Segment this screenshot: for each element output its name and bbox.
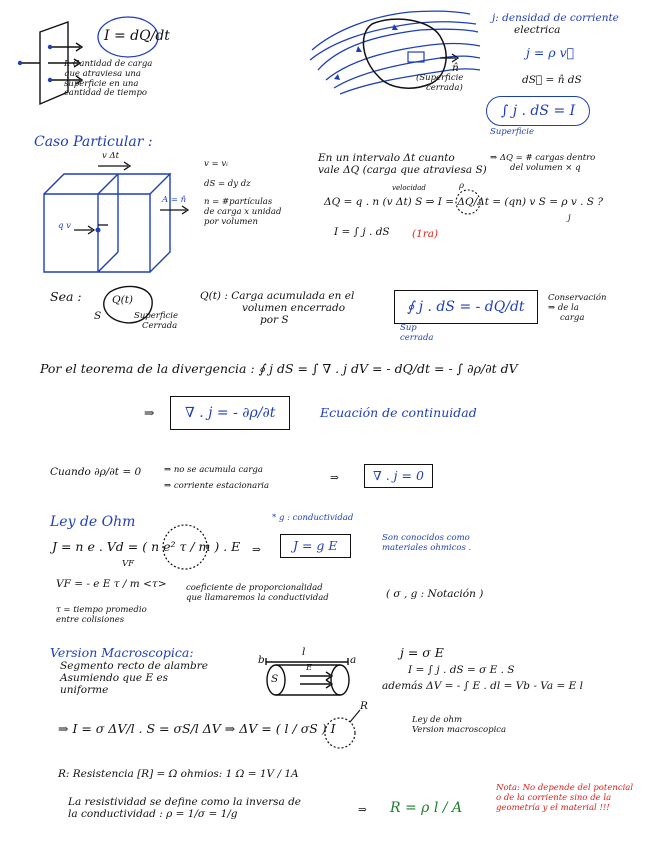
wire-E-label: E: [306, 663, 313, 673]
n-description: n = #partículas de carga x unidad por volumen: [204, 197, 282, 227]
no-accumulation: ⇒ no se acumula carga: [164, 465, 263, 475]
wire-length-label: l: [302, 646, 306, 658]
ohm-macro-label: Ley de ohm Version macroscopica: [412, 715, 507, 735]
ohm-law-box: J = g E: [280, 534, 351, 558]
ohm-title: Ley de Ohm: [50, 514, 136, 530]
continuity-equation-box: ∇ . j = - ∂ρ/∂t: [170, 396, 290, 430]
normal-vector-drawing: [440, 54, 458, 62]
vf-subscript: VF: [122, 559, 135, 569]
resistance-arrow: ⇒: [358, 804, 367, 816]
proportionality-text: coeficiente de proporcionalidad que llamaremos la conductividad: [186, 583, 329, 603]
dS-dydz: dS = dy dz: [204, 179, 251, 189]
caso-particular-title: Caso Particular :: [34, 134, 153, 150]
continuity-label: Ecuación de continuidad: [320, 405, 477, 420]
divergence-free-box: ∇ . j = 0: [364, 464, 433, 488]
sea-label: Sea :: [50, 289, 82, 304]
wire-b-label: b: [258, 654, 265, 666]
divergence-theorem: Por el teorema de la divergencia : ∮ j dS = ∫ ∇ . j dV = - dQ/dt = - ∫ ∂ρ/∂t dV: [40, 361, 518, 376]
macro-derivation: ⇒ I = σ ΔV/l . S = σS/l ΔV ⇒ ΔV = ( l / σS ) I: [58, 721, 336, 736]
continuity-arrow: ⇒: [144, 405, 155, 420]
deltaQ-equation: ΔQ = q . n (v Δt) S ⇒ I = ΔQ/Δt = (qn) v S = ρ v . S ?: [324, 196, 603, 208]
ohmic-materials: Son conocidos como materiales ohmicos .: [382, 533, 472, 553]
notation-note: ( σ , g : Notación ): [386, 588, 484, 600]
j-sigma-E: j = σ E: [400, 645, 444, 660]
normal-label: n̂: [452, 62, 459, 74]
surface-S-label: S: [94, 310, 102, 322]
wire-a-label: a: [350, 654, 357, 666]
potential-difference: además ΔV = - ∫ E . dl = Vb - Va = E l: [382, 680, 583, 692]
current-integral-note: (1ra): [412, 228, 439, 240]
I-sigma-ES: I = ∫ j . dS = σ E . S: [408, 664, 515, 676]
cube-top-label: v Δt: [102, 151, 120, 161]
resistance-note: Nota: No depende del potencial o de la corriente sino de la geometría y el material !!!: [496, 783, 634, 813]
surface-integral-bubble: ∫ j . dS = I: [486, 96, 590, 126]
interval-text: En un intervalo Δt cuanto vale ΔQ (carga que atraviesa S): [318, 152, 487, 177]
drift-current-equation: J = n e . Vd = ( n e² τ / m ) . E: [52, 539, 241, 554]
resistivity-definition: La resistividad se define como la inversa de la conductividad : ρ = 1/σ = 1/g: [68, 796, 302, 821]
cube-left-label: q v: [58, 221, 71, 231]
macro-description: Segmento recto de alambre Asumiendo que E es uniforme: [60, 660, 208, 697]
resistance-formula: R = ρ l / A: [390, 800, 463, 816]
j-definition: j: densidad de corriente electrica: [492, 12, 619, 37]
conductivity-note: * g : conductividad: [272, 513, 354, 523]
macro-title: Version Macroscopica:: [50, 645, 194, 660]
velocidad-label: velocidad: [392, 184, 426, 192]
collision-time: τ = tiempo promedio entre colisiones: [56, 605, 147, 625]
current-integral: I = ∫ j . dS: [334, 226, 390, 238]
charge-description: Q(t) : Carga acumulada en el volumen encerrado por S: [200, 290, 355, 327]
wire-S-label: S: [271, 673, 279, 685]
current-description: I: Cantidad de carga que atraviesa una superficie en una cantidad de tiempo: [64, 59, 153, 99]
resistance-definition: R: Resistencia [R] = Ω ohmios: 1 Ω = 1V / 1A: [58, 768, 299, 780]
closed-surface-label: (Superficie cerrada): [416, 73, 464, 93]
conservation-box-sub: Sup cerrada: [400, 323, 434, 343]
drift-velocity: VF = - e E τ / m <τ>: [56, 578, 167, 590]
j-mark: j: [568, 213, 571, 223]
divergence-free-arrow: ⇒: [330, 472, 339, 484]
current-formula: I = dQ/dt: [104, 28, 170, 44]
resistance-mark: R: [360, 700, 368, 712]
dq-note: ⇒ ΔQ = # cargas dentro del volumen × q: [490, 153, 596, 173]
cube-right-label: A = n̂: [162, 195, 187, 205]
stationary-condition: Cuando ∂ρ/∂t = 0: [50, 466, 142, 478]
j-equation: j = ρ v⃗: [526, 45, 575, 60]
conservation-label: Conservación ⇒ de la carga: [548, 293, 607, 323]
rho-label: ρ: [459, 181, 464, 191]
conservation-box: ∮ j . dS = - dQ/dt: [394, 290, 538, 324]
surface-integral-subscript: Superficie: [490, 127, 535, 137]
velocity-equation: v = vᵢ: [204, 159, 228, 169]
closed-surface-text: Superficie Cerrada: [134, 311, 179, 331]
charge-q-label: Q(t): [112, 294, 134, 306]
stationary-current: ⇒ corriente estacionaria: [164, 481, 270, 491]
ohm-arrow: ⇒: [252, 544, 261, 556]
dS-equation: dS⃗ = n̂ dS: [522, 74, 582, 86]
